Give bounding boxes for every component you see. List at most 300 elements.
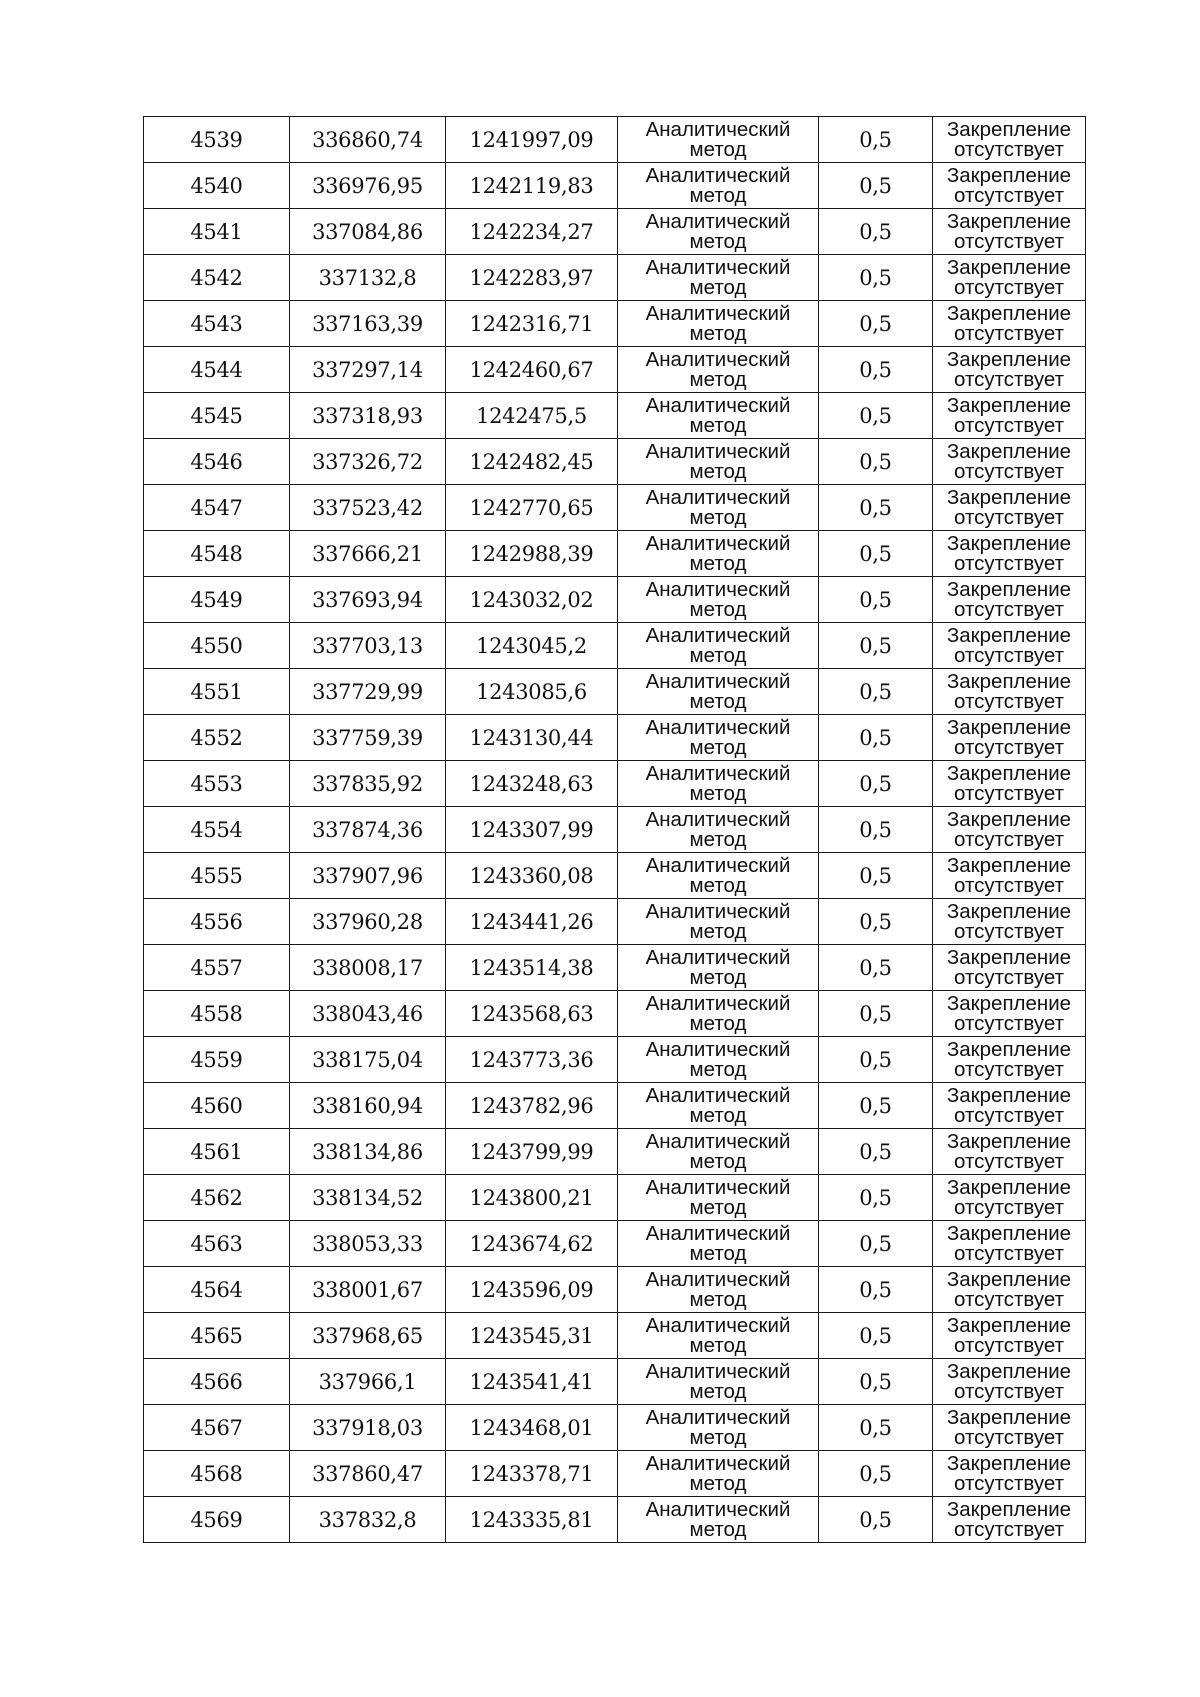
fixation-cell xyxy=(933,577,1086,623)
fixation-cell-line-1: Закрепление xyxy=(946,1359,1072,1383)
fixation-cell-line-2: отсутствует xyxy=(954,275,1064,299)
method-cell-line-1: Аналитический xyxy=(645,715,791,739)
fixation-cell-line-2: отсутствует xyxy=(954,1011,1064,1035)
point-number-cell: 4546 xyxy=(144,439,290,485)
table-row xyxy=(144,807,1086,853)
method-cell-line-1: Аналитический xyxy=(645,1175,791,1199)
method-cell xyxy=(618,393,819,439)
fixation-cell xyxy=(933,439,1086,485)
method-cell-line-1: Аналитический xyxy=(645,669,791,693)
table-row xyxy=(144,1313,1086,1359)
method-cell xyxy=(618,623,819,669)
fixation-cell-line-1: Закрепление xyxy=(946,1129,1072,1153)
table-row xyxy=(144,117,1086,163)
method-cell xyxy=(618,715,819,761)
x-coordinate-cell: 338134,86 xyxy=(290,1129,446,1175)
x-coordinate-cell: 337084,86 xyxy=(290,209,446,255)
precision-cell: 0,5 xyxy=(819,1359,933,1405)
method-cell-line-2: метод xyxy=(689,459,747,483)
fixation-cell xyxy=(933,1037,1086,1083)
point-number-cell: 4568 xyxy=(144,1451,290,1497)
fixation-cell xyxy=(933,1267,1086,1313)
fixation-cell-line-2: отсутствует xyxy=(954,689,1064,713)
method-cell-line-1: Аналитический xyxy=(645,531,791,555)
y-coordinate-cell: 1242234,27 xyxy=(446,209,618,255)
point-number-cell: 4553 xyxy=(144,761,290,807)
fixation-cell-line-2: отсутствует xyxy=(954,1333,1064,1357)
fixation-cell-line-1: Закрепление xyxy=(946,393,1072,417)
fixation-cell-line-1: Закрепление xyxy=(946,991,1072,1015)
precision-cell: 0,5 xyxy=(819,347,933,393)
method-cell-line-2: метод xyxy=(689,643,747,667)
fixation-cell-line-2: отсутствует xyxy=(954,873,1064,897)
method-cell xyxy=(618,1221,819,1267)
method-cell xyxy=(618,1083,819,1129)
fixation-cell-line-2: отсутствует xyxy=(954,459,1064,483)
fixation-cell-line-2: отсутствует xyxy=(954,1103,1064,1127)
fixation-cell-line-2: отсутствует xyxy=(954,1517,1064,1541)
method-cell-line-1: Аналитический xyxy=(645,807,791,831)
method-cell-line-1: Аналитический xyxy=(645,1405,791,1429)
fixation-cell-line-2: отсутствует xyxy=(954,321,1064,345)
x-coordinate-cell: 337729,99 xyxy=(290,669,446,715)
x-coordinate-cell: 337703,13 xyxy=(290,623,446,669)
method-cell-line-2: метод xyxy=(689,1333,747,1357)
x-coordinate-cell: 338175,04 xyxy=(290,1037,446,1083)
fixation-cell-line-2: отсутствует xyxy=(954,827,1064,851)
fixation-cell-line-1: Закрепление xyxy=(946,1037,1072,1061)
precision-cell: 0,5 xyxy=(819,945,933,991)
precision-cell: 0,5 xyxy=(819,255,933,301)
y-coordinate-cell: 1243799,99 xyxy=(446,1129,618,1175)
method-cell xyxy=(618,1313,819,1359)
y-coordinate-cell: 1243441,26 xyxy=(446,899,618,945)
x-coordinate-cell: 337966,1 xyxy=(290,1359,446,1405)
y-coordinate-cell: 1242316,71 xyxy=(446,301,618,347)
precision-cell: 0,5 xyxy=(819,439,933,485)
method-cell-line-2: метод xyxy=(689,1103,747,1127)
fixation-cell xyxy=(933,853,1086,899)
fixation-cell-line-1: Закрепление xyxy=(946,439,1072,463)
coordinates-table xyxy=(143,116,1086,1543)
table-row xyxy=(144,1359,1086,1405)
method-cell xyxy=(618,577,819,623)
fixation-cell-line-1: Закрепление xyxy=(946,1221,1072,1245)
method-cell-line-2: метод xyxy=(689,965,747,989)
x-coordinate-cell: 337918,03 xyxy=(290,1405,446,1451)
point-number-cell: 4559 xyxy=(144,1037,290,1083)
table-row xyxy=(144,209,1086,255)
x-coordinate-cell: 336860,74 xyxy=(290,117,446,163)
y-coordinate-cell: 1243674,62 xyxy=(446,1221,618,1267)
fixation-cell-line-2: отсутствует xyxy=(954,1471,1064,1495)
point-number-cell: 4545 xyxy=(144,393,290,439)
method-cell-line-1: Аналитический xyxy=(645,1221,791,1245)
fixation-cell-line-1: Закрепление xyxy=(946,761,1072,785)
method-cell-line-2: метод xyxy=(689,597,747,621)
fixation-cell xyxy=(933,1175,1086,1221)
point-number-cell: 4562 xyxy=(144,1175,290,1221)
fixation-cell xyxy=(933,1083,1086,1129)
method-cell-line-1: Аналитический xyxy=(645,853,791,877)
y-coordinate-cell: 1243032,02 xyxy=(446,577,618,623)
y-coordinate-cell: 1243360,08 xyxy=(446,853,618,899)
fixation-cell xyxy=(933,945,1086,991)
y-coordinate-cell: 1243541,41 xyxy=(446,1359,618,1405)
point-number-cell: 4561 xyxy=(144,1129,290,1175)
method-cell-line-1: Аналитический xyxy=(645,1267,791,1291)
y-coordinate-cell: 1242475,5 xyxy=(446,393,618,439)
point-number-cell: 4547 xyxy=(144,485,290,531)
method-cell xyxy=(618,1451,819,1497)
y-coordinate-cell: 1243130,44 xyxy=(446,715,618,761)
fixation-cell-line-2: отсутствует xyxy=(954,1241,1064,1265)
fixation-cell-line-2: отсутствует xyxy=(954,1195,1064,1219)
x-coordinate-cell: 338134,52 xyxy=(290,1175,446,1221)
fixation-cell-line-1: Закрепление xyxy=(946,531,1072,555)
fixation-cell xyxy=(933,255,1086,301)
precision-cell: 0,5 xyxy=(819,1221,933,1267)
coordinates-table-body xyxy=(144,117,1086,1543)
precision-cell: 0,5 xyxy=(819,1175,933,1221)
fixation-cell-line-1: Закрепление xyxy=(946,623,1072,647)
point-number-cell: 4557 xyxy=(144,945,290,991)
fixation-cell xyxy=(933,1497,1086,1543)
fixation-cell-line-2: отсутствует xyxy=(954,965,1064,989)
method-cell-line-2: метод xyxy=(689,1241,747,1265)
table-row xyxy=(144,163,1086,209)
y-coordinate-cell: 1242988,39 xyxy=(446,531,618,577)
fixation-cell-line-1: Закрепление xyxy=(946,669,1072,693)
fixation-cell-line-1: Закрепление xyxy=(946,1083,1072,1107)
fixation-cell-line-1: Закрепление xyxy=(946,117,1072,141)
table-row xyxy=(144,715,1086,761)
table-row xyxy=(144,1497,1086,1543)
method-cell-line-2: метод xyxy=(689,275,747,299)
method-cell-line-2: метод xyxy=(689,183,747,207)
table-row xyxy=(144,1451,1086,1497)
x-coordinate-cell: 337693,94 xyxy=(290,577,446,623)
point-number-cell: 4540 xyxy=(144,163,290,209)
method-cell-line-1: Аналитический xyxy=(645,945,791,969)
method-cell-line-1: Аналитический xyxy=(645,1129,791,1153)
fixation-cell-line-1: Закрепление xyxy=(946,301,1072,325)
point-number-cell: 4542 xyxy=(144,255,290,301)
x-coordinate-cell: 337326,72 xyxy=(290,439,446,485)
precision-cell: 0,5 xyxy=(819,163,933,209)
method-cell xyxy=(618,1405,819,1451)
precision-cell: 0,5 xyxy=(819,899,933,945)
method-cell-line-1: Аналитический xyxy=(645,209,791,233)
method-cell-line-1: Аналитический xyxy=(645,991,791,1015)
method-cell-line-1: Аналитический xyxy=(645,1359,791,1383)
method-cell xyxy=(618,485,819,531)
point-number-cell: 4543 xyxy=(144,301,290,347)
y-coordinate-cell: 1243773,36 xyxy=(446,1037,618,1083)
x-coordinate-cell: 337163,39 xyxy=(290,301,446,347)
y-coordinate-cell: 1243248,63 xyxy=(446,761,618,807)
method-cell xyxy=(618,531,819,577)
x-coordinate-cell: 337960,28 xyxy=(290,899,446,945)
x-coordinate-cell: 337874,36 xyxy=(290,807,446,853)
y-coordinate-cell: 1242770,65 xyxy=(446,485,618,531)
fixation-cell-line-2: отсутствует xyxy=(954,1149,1064,1173)
method-cell-line-2: метод xyxy=(689,229,747,253)
fixation-cell-line-1: Закрепление xyxy=(946,485,1072,509)
method-cell xyxy=(618,853,819,899)
fixation-cell-line-1: Закрепление xyxy=(946,899,1072,923)
method-cell-line-2: метод xyxy=(689,551,747,575)
point-number-cell: 4549 xyxy=(144,577,290,623)
point-number-cell: 4560 xyxy=(144,1083,290,1129)
fixation-cell-line-1: Закрепление xyxy=(946,209,1072,233)
fixation-cell-line-2: отсутствует xyxy=(954,137,1064,161)
method-cell-line-2: метод xyxy=(689,873,747,897)
method-cell xyxy=(618,301,819,347)
method-cell-line-2: метод xyxy=(689,1287,747,1311)
fixation-cell-line-1: Закрепление xyxy=(946,347,1072,371)
fixation-cell-line-2: отсутствует xyxy=(954,367,1064,391)
method-cell-line-1: Аналитический xyxy=(645,393,791,417)
method-cell-line-1: Аналитический xyxy=(645,117,791,141)
method-cell xyxy=(618,991,819,1037)
method-cell xyxy=(618,669,819,715)
fixation-cell xyxy=(933,531,1086,577)
fixation-cell xyxy=(933,1313,1086,1359)
method-cell-line-2: метод xyxy=(689,781,747,805)
y-coordinate-cell: 1242283,97 xyxy=(446,255,618,301)
table-row xyxy=(144,255,1086,301)
table-row xyxy=(144,1267,1086,1313)
table-row xyxy=(144,669,1086,715)
point-number-cell: 4541 xyxy=(144,209,290,255)
fixation-cell-line-2: отсутствует xyxy=(954,1287,1064,1311)
precision-cell: 0,5 xyxy=(819,991,933,1037)
point-number-cell: 4558 xyxy=(144,991,290,1037)
y-coordinate-cell: 1243800,21 xyxy=(446,1175,618,1221)
precision-cell: 0,5 xyxy=(819,853,933,899)
y-coordinate-cell: 1243596,09 xyxy=(446,1267,618,1313)
point-number-cell: 4567 xyxy=(144,1405,290,1451)
fixation-cell-line-1: Закрепление xyxy=(946,715,1072,739)
x-coordinate-cell: 337835,92 xyxy=(290,761,446,807)
method-cell-line-2: метод xyxy=(689,1057,747,1081)
fixation-cell xyxy=(933,1359,1086,1405)
fixation-cell-line-2: отсутствует xyxy=(954,1425,1064,1449)
x-coordinate-cell: 338053,33 xyxy=(290,1221,446,1267)
precision-cell: 0,5 xyxy=(819,1129,933,1175)
method-cell xyxy=(618,945,819,991)
method-cell xyxy=(618,209,819,255)
point-number-cell: 4550 xyxy=(144,623,290,669)
x-coordinate-cell: 338160,94 xyxy=(290,1083,446,1129)
table-row xyxy=(144,1037,1086,1083)
x-coordinate-cell: 337297,14 xyxy=(290,347,446,393)
table-row xyxy=(144,1083,1086,1129)
method-cell-line-2: метод xyxy=(689,1379,747,1403)
x-coordinate-cell: 337318,93 xyxy=(290,393,446,439)
method-cell-line-2: метод xyxy=(689,505,747,529)
point-number-cell: 4564 xyxy=(144,1267,290,1313)
precision-cell: 0,5 xyxy=(819,209,933,255)
method-cell xyxy=(618,1129,819,1175)
precision-cell: 0,5 xyxy=(819,1497,933,1543)
method-cell-line-1: Аналитический xyxy=(645,1451,791,1475)
fixation-cell xyxy=(933,669,1086,715)
point-number-cell: 4569 xyxy=(144,1497,290,1543)
fixation-cell-line-1: Закрепление xyxy=(946,1451,1072,1475)
x-coordinate-cell: 336976,95 xyxy=(290,163,446,209)
table-row xyxy=(144,761,1086,807)
table-row xyxy=(144,301,1086,347)
precision-cell: 0,5 xyxy=(819,623,933,669)
y-coordinate-cell: 1243378,71 xyxy=(446,1451,618,1497)
fixation-cell xyxy=(933,1451,1086,1497)
method-cell xyxy=(618,1359,819,1405)
x-coordinate-cell: 337860,47 xyxy=(290,1451,446,1497)
method-cell-line-1: Аналитический xyxy=(645,899,791,923)
method-cell-line-1: Аналитический xyxy=(645,485,791,509)
precision-cell: 0,5 xyxy=(819,1313,933,1359)
table-row xyxy=(144,485,1086,531)
method-cell-line-1: Аналитический xyxy=(645,1037,791,1061)
point-number-cell: 4555 xyxy=(144,853,290,899)
precision-cell: 0,5 xyxy=(819,715,933,761)
x-coordinate-cell: 337666,21 xyxy=(290,531,446,577)
fixation-cell-line-2: отсутствует xyxy=(954,551,1064,575)
y-coordinate-cell: 1242119,83 xyxy=(446,163,618,209)
fixation-cell-line-2: отсутствует xyxy=(954,643,1064,667)
y-coordinate-cell: 1243085,6 xyxy=(446,669,618,715)
fixation-cell xyxy=(933,715,1086,761)
fixation-cell-line-2: отсутствует xyxy=(954,597,1064,621)
method-cell xyxy=(618,1267,819,1313)
table-row xyxy=(144,853,1086,899)
fixation-cell-line-2: отсутствует xyxy=(954,1057,1064,1081)
y-coordinate-cell: 1243782,96 xyxy=(446,1083,618,1129)
method-cell xyxy=(618,899,819,945)
fixation-cell-line-2: отсутствует xyxy=(954,183,1064,207)
point-number-cell: 4565 xyxy=(144,1313,290,1359)
fixation-cell xyxy=(933,347,1086,393)
precision-cell: 0,5 xyxy=(819,117,933,163)
fixation-cell xyxy=(933,393,1086,439)
method-cell-line-1: Аналитический xyxy=(645,623,791,647)
method-cell-line-2: метод xyxy=(689,413,747,437)
fixation-cell-line-2: отсутствует xyxy=(954,413,1064,437)
y-coordinate-cell: 1243307,99 xyxy=(446,807,618,853)
fixation-cell-line-2: отсутствует xyxy=(954,1379,1064,1403)
method-cell-line-1: Аналитический xyxy=(645,761,791,785)
fixation-cell-line-1: Закрепление xyxy=(946,1497,1072,1521)
fixation-cell xyxy=(933,991,1086,1037)
table-row xyxy=(144,1405,1086,1451)
precision-cell: 0,5 xyxy=(819,577,933,623)
x-coordinate-cell: 337523,42 xyxy=(290,485,446,531)
fixation-cell xyxy=(933,485,1086,531)
fixation-cell xyxy=(933,209,1086,255)
y-coordinate-cell: 1243568,63 xyxy=(446,991,618,1037)
method-cell-line-1: Аналитический xyxy=(645,1497,791,1521)
method-cell-line-1: Аналитический xyxy=(645,255,791,279)
method-cell xyxy=(618,1037,819,1083)
x-coordinate-cell: 337968,65 xyxy=(290,1313,446,1359)
method-cell-line-1: Аналитический xyxy=(645,1083,791,1107)
method-cell-line-2: метод xyxy=(689,137,747,161)
table-row xyxy=(144,1221,1086,1267)
fixation-cell-line-2: отсутствует xyxy=(954,505,1064,529)
x-coordinate-cell: 337132,8 xyxy=(290,255,446,301)
fixation-cell-line-2: отсутствует xyxy=(954,735,1064,759)
fixation-cell-line-2: отсутствует xyxy=(954,781,1064,805)
y-coordinate-cell: 1242482,45 xyxy=(446,439,618,485)
method-cell-line-2: метод xyxy=(689,1011,747,1035)
method-cell xyxy=(618,807,819,853)
precision-cell: 0,5 xyxy=(819,531,933,577)
table-row xyxy=(144,899,1086,945)
fixation-cell-line-1: Закрепление xyxy=(946,853,1072,877)
precision-cell: 0,5 xyxy=(819,1405,933,1451)
fixation-cell-line-1: Закрепление xyxy=(946,1313,1072,1337)
method-cell-line-2: метод xyxy=(689,321,747,345)
y-coordinate-cell: 1243545,31 xyxy=(446,1313,618,1359)
method-cell-line-1: Аналитический xyxy=(645,577,791,601)
table-row xyxy=(144,531,1086,577)
fixation-cell xyxy=(933,117,1086,163)
point-number-cell: 4539 xyxy=(144,117,290,163)
fixation-cell-line-1: Закрепление xyxy=(946,255,1072,279)
method-cell-line-2: метод xyxy=(689,1471,747,1495)
method-cell-line-2: метод xyxy=(689,919,747,943)
method-cell-line-1: Аналитический xyxy=(645,163,791,187)
y-coordinate-cell: 1243514,38 xyxy=(446,945,618,991)
point-number-cell: 4552 xyxy=(144,715,290,761)
fixation-cell-line-2: отсутствует xyxy=(954,919,1064,943)
table-row xyxy=(144,577,1086,623)
fixation-cell xyxy=(933,1221,1086,1267)
y-coordinate-cell: 1241997,09 xyxy=(446,117,618,163)
precision-cell: 0,5 xyxy=(819,301,933,347)
point-number-cell: 4548 xyxy=(144,531,290,577)
method-cell xyxy=(618,761,819,807)
x-coordinate-cell: 337759,39 xyxy=(290,715,446,761)
x-coordinate-cell: 338008,17 xyxy=(290,945,446,991)
fixation-cell xyxy=(933,761,1086,807)
x-coordinate-cell: 338001,67 xyxy=(290,1267,446,1313)
precision-cell: 0,5 xyxy=(819,807,933,853)
method-cell xyxy=(618,255,819,301)
fixation-cell-line-1: Закрепление xyxy=(946,1405,1072,1429)
method-cell xyxy=(618,1175,819,1221)
table-row xyxy=(144,439,1086,485)
method-cell-line-2: метод xyxy=(689,1149,747,1173)
point-number-cell: 4566 xyxy=(144,1359,290,1405)
precision-cell: 0,5 xyxy=(819,669,933,715)
table-row xyxy=(144,393,1086,439)
fixation-cell xyxy=(933,899,1086,945)
point-number-cell: 4563 xyxy=(144,1221,290,1267)
precision-cell: 0,5 xyxy=(819,761,933,807)
point-number-cell: 4554 xyxy=(144,807,290,853)
method-cell xyxy=(618,439,819,485)
x-coordinate-cell: 337907,96 xyxy=(290,853,446,899)
fixation-cell xyxy=(933,807,1086,853)
precision-cell: 0,5 xyxy=(819,1451,933,1497)
precision-cell: 0,5 xyxy=(819,1267,933,1313)
x-coordinate-cell: 337832,8 xyxy=(290,1497,446,1543)
fixation-cell xyxy=(933,163,1086,209)
method-cell xyxy=(618,347,819,393)
